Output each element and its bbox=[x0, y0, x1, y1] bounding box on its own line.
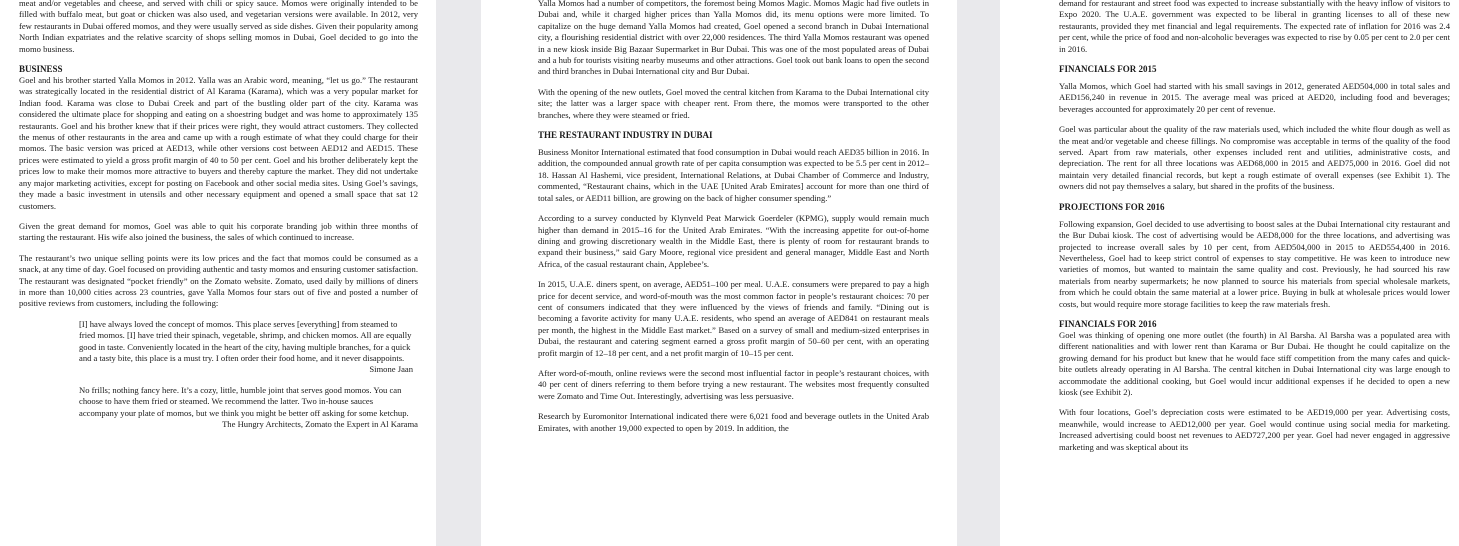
section-heading-business: BUSINESS bbox=[19, 64, 63, 75]
paragraph-depreciation: With four locations, Goel’s depreciation costs were estimated to be AED19,000 per year. Advertising costs, meanwhile, would increase to AED12,000 per year. Goel would continue using social media for marketing. Increased advertising could boost net revenues to AED727,200 per year. Goel had never engaged in aggressive marketing and was skeptical about its bbox=[1059, 407, 1450, 452]
paragraph-raw-materials: Goel was particular about the quality of the raw materials used, which included the white flour dough as well as the meat and/or vegetable and cheese fillings. No compromise was acceptable in terms of the quality of the food served. Apart from raw materials, other expenses included rent and utilities, administrative costs, and depreciation. The rent for all three locations was AED68,000 in 2015 and AED75,000 in 2016. Goel did not maintain very detailed financial records, but kept a rough estimate of overall expenses (see Exhibit 1). The owners did not pay themselves a salary, but shared in the profits of the business. bbox=[1059, 124, 1450, 192]
document-page-2 bbox=[481, 0, 957, 546]
paragraph-competitors: Yalla Momos had a number of competitors, the foremost being Momos Magic. Momos Magic had five outlets in Dubai and, while it charged higher prices than Yalla Momos did, its menu options were more limited. To capitalize on the huge demand Yalla Momos had created, Goel opened a second branch in Dubai International city, a flourishing residential district with over 22,000 residences. The third Yalla Momos restaurant was opened in a new kiosk inside Big Bazaar Supermarket in Bur Dubai. This was one of the most populated areas of Dubai and a hub for tourists visiting nearby museums and other attractions. Goel took out bank loans to open the second and third branches in Dubai International city and Bur Dubai. bbox=[538, 0, 929, 77]
section-heading-projections-2016: PROJECTIONS FOR 2016 bbox=[1059, 201, 1165, 212]
paragraph-advertising-plan: Following expansion, Goel decided to use advertising to boost sales at the Dubai International city restaurant and the Bur Dubai kiosk. The cost of advertising would be AED8,000 for the three locations, and advertising was projected to increase overall sales by 10 per cent, from AED504,000 in 2015 to AED554,400 in 2016. Nevertheless, Goel had to keep strict control of expenses to stay competitive. He was keen to introduce new varieties of momos, but wanted to maintain the same quality and cost. Previously, he had sourced his raw materials from nearby supermarkets; he now planned to source his materials from special wholesale markets, from which he could obtain the same material at a lower price. Buying in bulk at wholesale prices would lower costs, but would require more storage facilities to keep the raw materials fresh. bbox=[1059, 218, 1450, 309]
paragraph-food-consumption: Business Monitor International estimated that food consumption in Dubai would reach AED35 billion in 2016. In addition, the compounded annual growth rate of per capita consumption was expected to be 5.5 per cent in 2012–18. Hassan Al Hashemi, vice president, International Relations, at Dubai Chamber of Commerce and Industry, commented, “Restaurant chains, which in the UAE [United Arab Emirates] account for more than one third of total sales, or AED11 billion, are growing on the back of higher consumer spending.” bbox=[538, 147, 929, 203]
section-heading-financials-2016: FINANCIALS FOR 2016 bbox=[1059, 318, 1157, 329]
paragraph-demand: Given the great demand for momos, Goel was able to quit his corporate branding job within three months of starting the restaurant. His wife also joined the business, the sales of which continued to increase. bbox=[19, 220, 418, 243]
paragraph-sales-2015: Yalla Momos, which Goel had started with his small savings in 2012, generated AED504,000 in total sales and AED156,240 in revenue in 2015. The average meal was priced at AED20, including food and beverages; beverages accounted for approximately 20 per cent of revenue. bbox=[1059, 81, 1450, 114]
paragraph-diner-spending: In 2015, U.A.E. diners spent, on average, AED51–100 per meal. U.A.E. consumers were prepared to pay a high price for decent service, and word-of-mouth was the most common factor in people’s restaurant choices: 70 per cent of consumers indicated that they were influenced by the views of friends and family. “Dining out is becoming a favorite activity for many U.A.E. residents, who spend an average of AED841 on restaurant meals per month, the highest in the Middle East market.” Based on a survey of small and medium-sized enterprises in Dubai, the restaurant and catering segment earned a gross profit margin of 50–60 per cent, with an operating profit margin of 12–18 per cent, and a net profit margin of 10–15 per cent. bbox=[538, 279, 929, 358]
paragraph-momo-intro: meat and/or vegetables and cheese, and served with chili or spicy sauce. Momos were originally intended to be filled with buffalo meat, but goat or chicken was also used, and vegetarian versions were available. In 2012, very few restaurants in Dubai offered momos, and they were usually served as side dishes. Given their popularity among North Indian expatriates and the relative scarcity of shops selling momos in Dubai, Goel decided to go into the momo business. bbox=[19, 0, 418, 54]
paragraph-al-barsha: Goel was thinking of opening one more outlet (the fourth) in Al Barsha. Al Barsha was a populated area with different nationalities and with lower rent than Karama or Bur Dubai. He thought he could capitalize on the growing demand for his product but knew that he would face stiff competition from the many cafes and quick-bite outlets already operating in Al Barsha. The central kitchen in Dubai International city was large enough to accommodate the additional cooking, but Goel would incur additional expenses if he decided to open a new kiosk (see Exhibit 2). bbox=[1059, 329, 1450, 397]
paragraph-expo-demand: demand for restaurant and street food was expected to increase substantially with the heavy inflow of visitors to Expo 2020. The U.A.E. government was expected to be liberal in granting licenses to all of these new restaurants, provided they met financial and legal requirements. The expected rate of inflation for 2016 was 2.4 per cent, while the price of food and non-alcoholic beverages was expected to rise by 0.05 per cent to 2.0 per cent in 2016. bbox=[1059, 0, 1450, 54]
paragraph-business-start: Goel and his brother started Yalla Momos in 2012. Yalla was an Arabic word, meaning, “let us go.” The restaurant was strategically located in the residential district of Al Karama (Karama), which was a very popular market for Indian food. Karama was close to Dubai Creek and part of the bustling older part of the city. Karama was considered the ultimate place for shopping and eating on a shoestring budget and was home to approximately 135 restaurants. Goel and his brother knew that if their prices were right, they would attract customers. They collected the menus of other restaurants in the area and came up with a rough estimate of what they could charge for their momos. The basic version was priced at AED13, while other versions cost between AED12 and AED15. These prices were estimated to yield a gross profit margin of 40 to 50 per cent. Goel and his brother deliberately kept the prices low to make their momos more attractive to buyers and thereby capture the market. They did not undertake any major marketing activities, except for posting on Facebook and other social media sites. Using Goel’s savings, they made a basic investment in utensils and other necessary equipment and opened a small space that sat 12 customers. bbox=[19, 75, 418, 211]
document-page-3 bbox=[1000, 0, 1459, 546]
review-attribution-1: Simone Jaan bbox=[369, 364, 413, 375]
paragraph-selling-points: The restaurant’s two unique selling points were its low prices and the fact that momos could be consumed as a snack, at any time of day. Goel focused on providing authentic and tasty momos and ensuring customer satisfaction. The restaurant was designated “pocket friendly” on the Zomato website. Zomato, used daily by millions of diners in more than 10,000 cities across 23 countries, gave Yalla Momos four stars out of five and posted a number of positive reviews from customers, including the following: bbox=[19, 252, 418, 309]
paragraph-euromonitor: Research by Euromonitor International indicated there were 6,021 food and beverage outlets in the United Arab Emirates, with another 19,000 expected to open by 2019. In addition, the bbox=[538, 411, 929, 433]
paragraph-central-kitchen: With the opening of the new outlets, Goel moved the central kitchen from Karama to the Dubai International city site; the latter was a larger space with cheaper rent. From there, the momos were transported to the other branches, where they were steamed or fried. bbox=[538, 86, 929, 120]
section-heading-financials-2015: FINANCIALS FOR 2015 bbox=[1059, 64, 1157, 75]
review-quote-1: [I] have always loved the concept of momos. This place serves [everything] from steamed to fried momos. [I] have tried their spinach, vegetable, shrimp, and chicken momos. All are equally good in taste. Conveniently located in the heart of the city, having multiple branches, for a quick and a tasty bite, this place is a must try. I often order their food home, and it never disappoints. bbox=[79, 318, 412, 363]
review-quote-2: No frills; nothing fancy here. It’s a cozy, little, humble joint that serves good momos. You can choose to have them fried or steamed. We recommend the latter. Two in-house sauces accompany your plate of momos, but we think you might be better off asking for some ketchup. bbox=[79, 384, 409, 418]
document-page-1 bbox=[0, 0, 436, 546]
review-attribution-2: The Hungry Architects, Zomato the Expert in Al Karama bbox=[222, 419, 418, 429]
paragraph-kpmg-survey: According to a survey conducted by Klynveld Peat Marwick Goerdeler (KPMG), supply would remain much higher than demand in 2015–16 for the United Arab Emirates. “With the increasing appetite for out-of-home dining and growing discretionary wealth in the Middle East, there is plenty of room for restaurant brands to expand their business,” said Gary Moore, regional vice president and general manager, Middle East and North Africa, of the casual restaurant chain, Applebee’s. bbox=[538, 213, 929, 269]
paragraph-online-reviews: After word-of-mouth, online reviews were the second most influential factor in people’s restaurant choices, with 40 per cent of diners referring to them before trying a new restaurant. The websites most frequently consulted were Zomato and Time Out. Interestingly, advertising was less persuasive. bbox=[538, 367, 929, 401]
section-heading-restaurant-industry: THE RESTAURANT INDUSTRY IN DUBAI bbox=[538, 130, 713, 141]
